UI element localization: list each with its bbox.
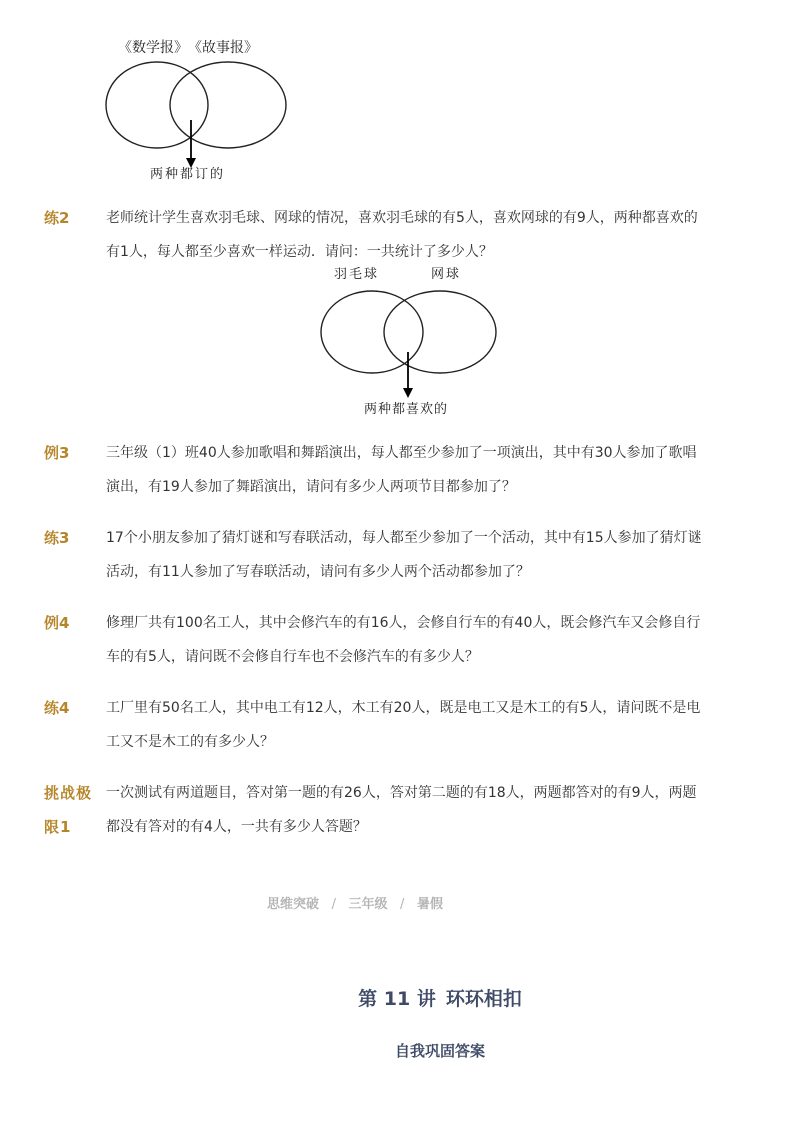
venn-label-story-newspaper: 《故事报》 <box>188 40 258 56</box>
problem-text-line: 有1人，每人都至少喜欢一样运动．请问：一共统计了多少人？ <box>106 244 493 260</box>
venn-label-badminton: 羽毛球 <box>334 267 380 282</box>
problem-tag: 练3 <box>44 529 70 547</box>
venn-label-tennis: 网球 <box>431 267 462 282</box>
venn-pointer-arrowhead <box>403 388 413 398</box>
problem-text-line: 三年级（1）班40人参加歌唱和舞蹈演出，每人都至少参加了一项演出，其中有30人参加了歌唱 <box>106 445 697 461</box>
problem-tag <box>44 776 98 844</box>
problem-tag: 练4 <box>44 699 70 717</box>
venn-circle-right <box>170 62 286 148</box>
footer-separator: / <box>331 897 336 912</box>
venn-circle-right <box>384 291 496 373</box>
lecture-title: 环环相扣 <box>445 988 522 1010</box>
problem-tag-line: 限1 <box>44 818 72 836</box>
problem-text-line: 演出，有19人参加了舞蹈演出，请问有多少人两项节目都参加了？ <box>106 479 516 495</box>
problem-text <box>106 776 724 844</box>
problem-text <box>106 521 724 589</box>
problem-text <box>106 606 724 674</box>
problem-text <box>106 691 724 759</box>
venn-pointer-label: 两种都喜欢的 <box>364 402 449 417</box>
problem-tag-line: 挑战极 <box>44 784 93 802</box>
problem-text-line: 活动，有11人参加了写春联活动，请问有多少人两个活动都参加了？ <box>106 564 530 580</box>
problem-tag: 例3 <box>44 444 70 462</box>
problem-text-line: 17个小朋友参加了猜灯谜和写春联活动，每人都至少参加了一个活动，其中有15人参加了猜灯谜 <box>106 530 702 546</box>
problem-text <box>106 201 724 269</box>
venn-pointer-label: 两种都订的 <box>150 167 226 182</box>
problem-text-line: 工又不是木工的有多少人？ <box>106 734 274 750</box>
footer-series: 思维突破 <box>267 897 320 912</box>
problem-tag: 例4 <box>44 614 70 632</box>
problem-text-line: 修理厂共有100名工人，其中会修汽车的有16人，会修自行车的有40人，既会修汽车又会修自行 <box>106 615 701 631</box>
problem-text-line: 都没有答对的有4人，一共有多少人答题？ <box>106 819 367 835</box>
footer-grade: 三年级 <box>348 897 388 912</box>
venn-diagram-sports <box>316 262 506 422</box>
lecture-heading <box>0 984 800 1011</box>
venn-circle-left <box>106 62 208 148</box>
footer-separator: / <box>400 897 405 912</box>
problem-text-line: 老师统计学生喜欢羽毛球、网球的情况，喜欢羽毛球的有5人，喜欢网球的有9人，两种都喜欢的 <box>106 210 698 226</box>
lecture-number: 第 11 讲 <box>358 988 436 1010</box>
problem-text-line: 工厂里有50名工人，其中电工有12人，木工有20人，既是电工又是木工的有5人，请问既不是电 <box>106 700 701 716</box>
footer-term: 暑假 <box>416 897 443 912</box>
problem-text-line: 一次测试有两道题目，答对第一题的有26人，答对第二题的有18人，两题都答对的有9人，两题 <box>106 785 697 801</box>
venn-label-math-newspaper: 《数学报》 <box>118 40 188 56</box>
problem-tag: 练2 <box>44 209 70 227</box>
problem-text-line: 车的有5人，请问既不会修自行车也不会修汽车的有多少人？ <box>106 649 479 665</box>
venn-diagram-newspapers <box>100 30 300 190</box>
problem-text <box>106 436 724 504</box>
lecture-subtitle: 自我巩固答案 <box>394 1042 485 1060</box>
page-footer <box>0 893 710 912</box>
